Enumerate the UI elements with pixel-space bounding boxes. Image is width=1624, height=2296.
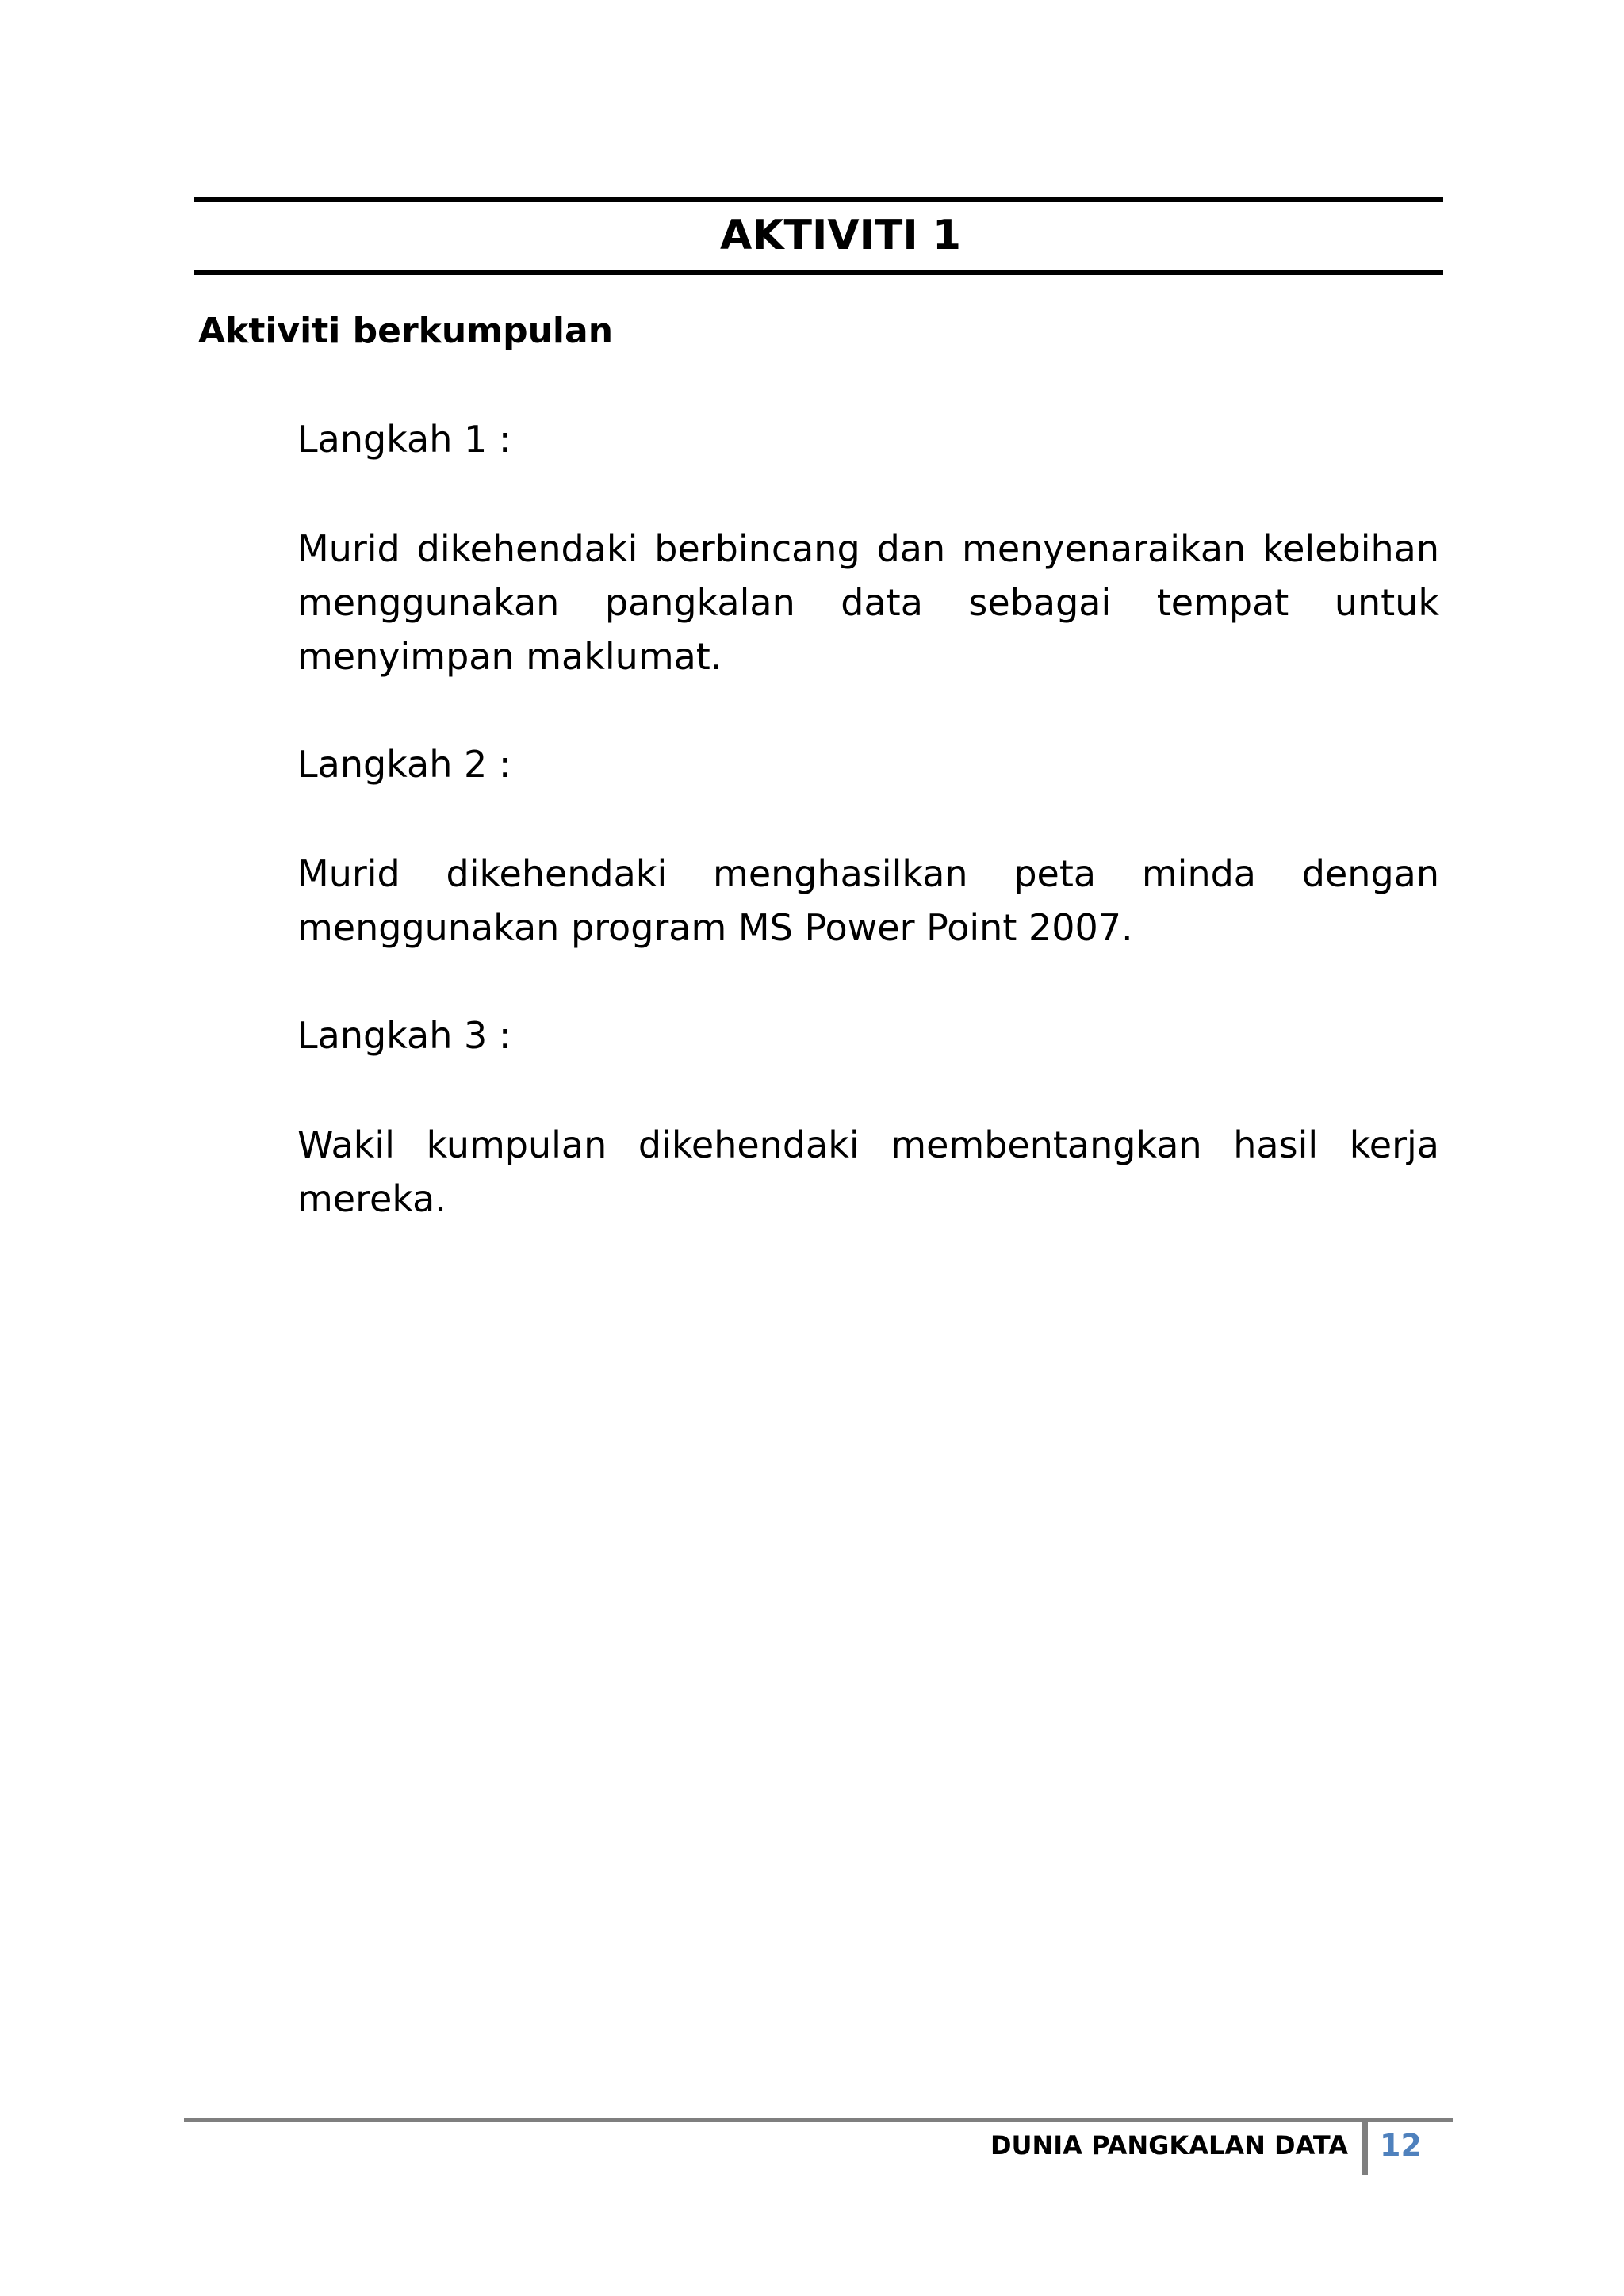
step-3-label: Langkah 3 : xyxy=(297,1014,511,1057)
page-title: AKTIVITI 1 xyxy=(719,212,962,259)
page-number: 12 xyxy=(1380,2128,1422,2163)
step-2-label: Langkah 2 : xyxy=(297,743,511,786)
footer-rule xyxy=(184,2118,1453,2122)
step-1-text: Murid dikehendaki berbincang dan menyenaraikan kelebihan menggunakan pangkalan data sebagai tempat untuk menyimpan maklumat. xyxy=(297,527,1439,678)
footer-title: DUNIA PANGKALAN DATA xyxy=(990,2130,1348,2160)
step-1-label: Langkah 1 : xyxy=(297,418,511,461)
step-2-text: Murid dikehendaki menghasilkan peta minda dengan menggunakan program MS Power Point 2007. xyxy=(297,852,1439,949)
title-bottom-rule xyxy=(194,270,1443,275)
footer-separator xyxy=(1362,2122,1368,2175)
title-top-rule xyxy=(194,197,1443,202)
section-subtitle: Aktiviti berkumpulan xyxy=(198,311,614,351)
step-3-text: Wakil kumpulan dikehendaki membentangkan hasil kerja mereka. xyxy=(297,1123,1439,1220)
